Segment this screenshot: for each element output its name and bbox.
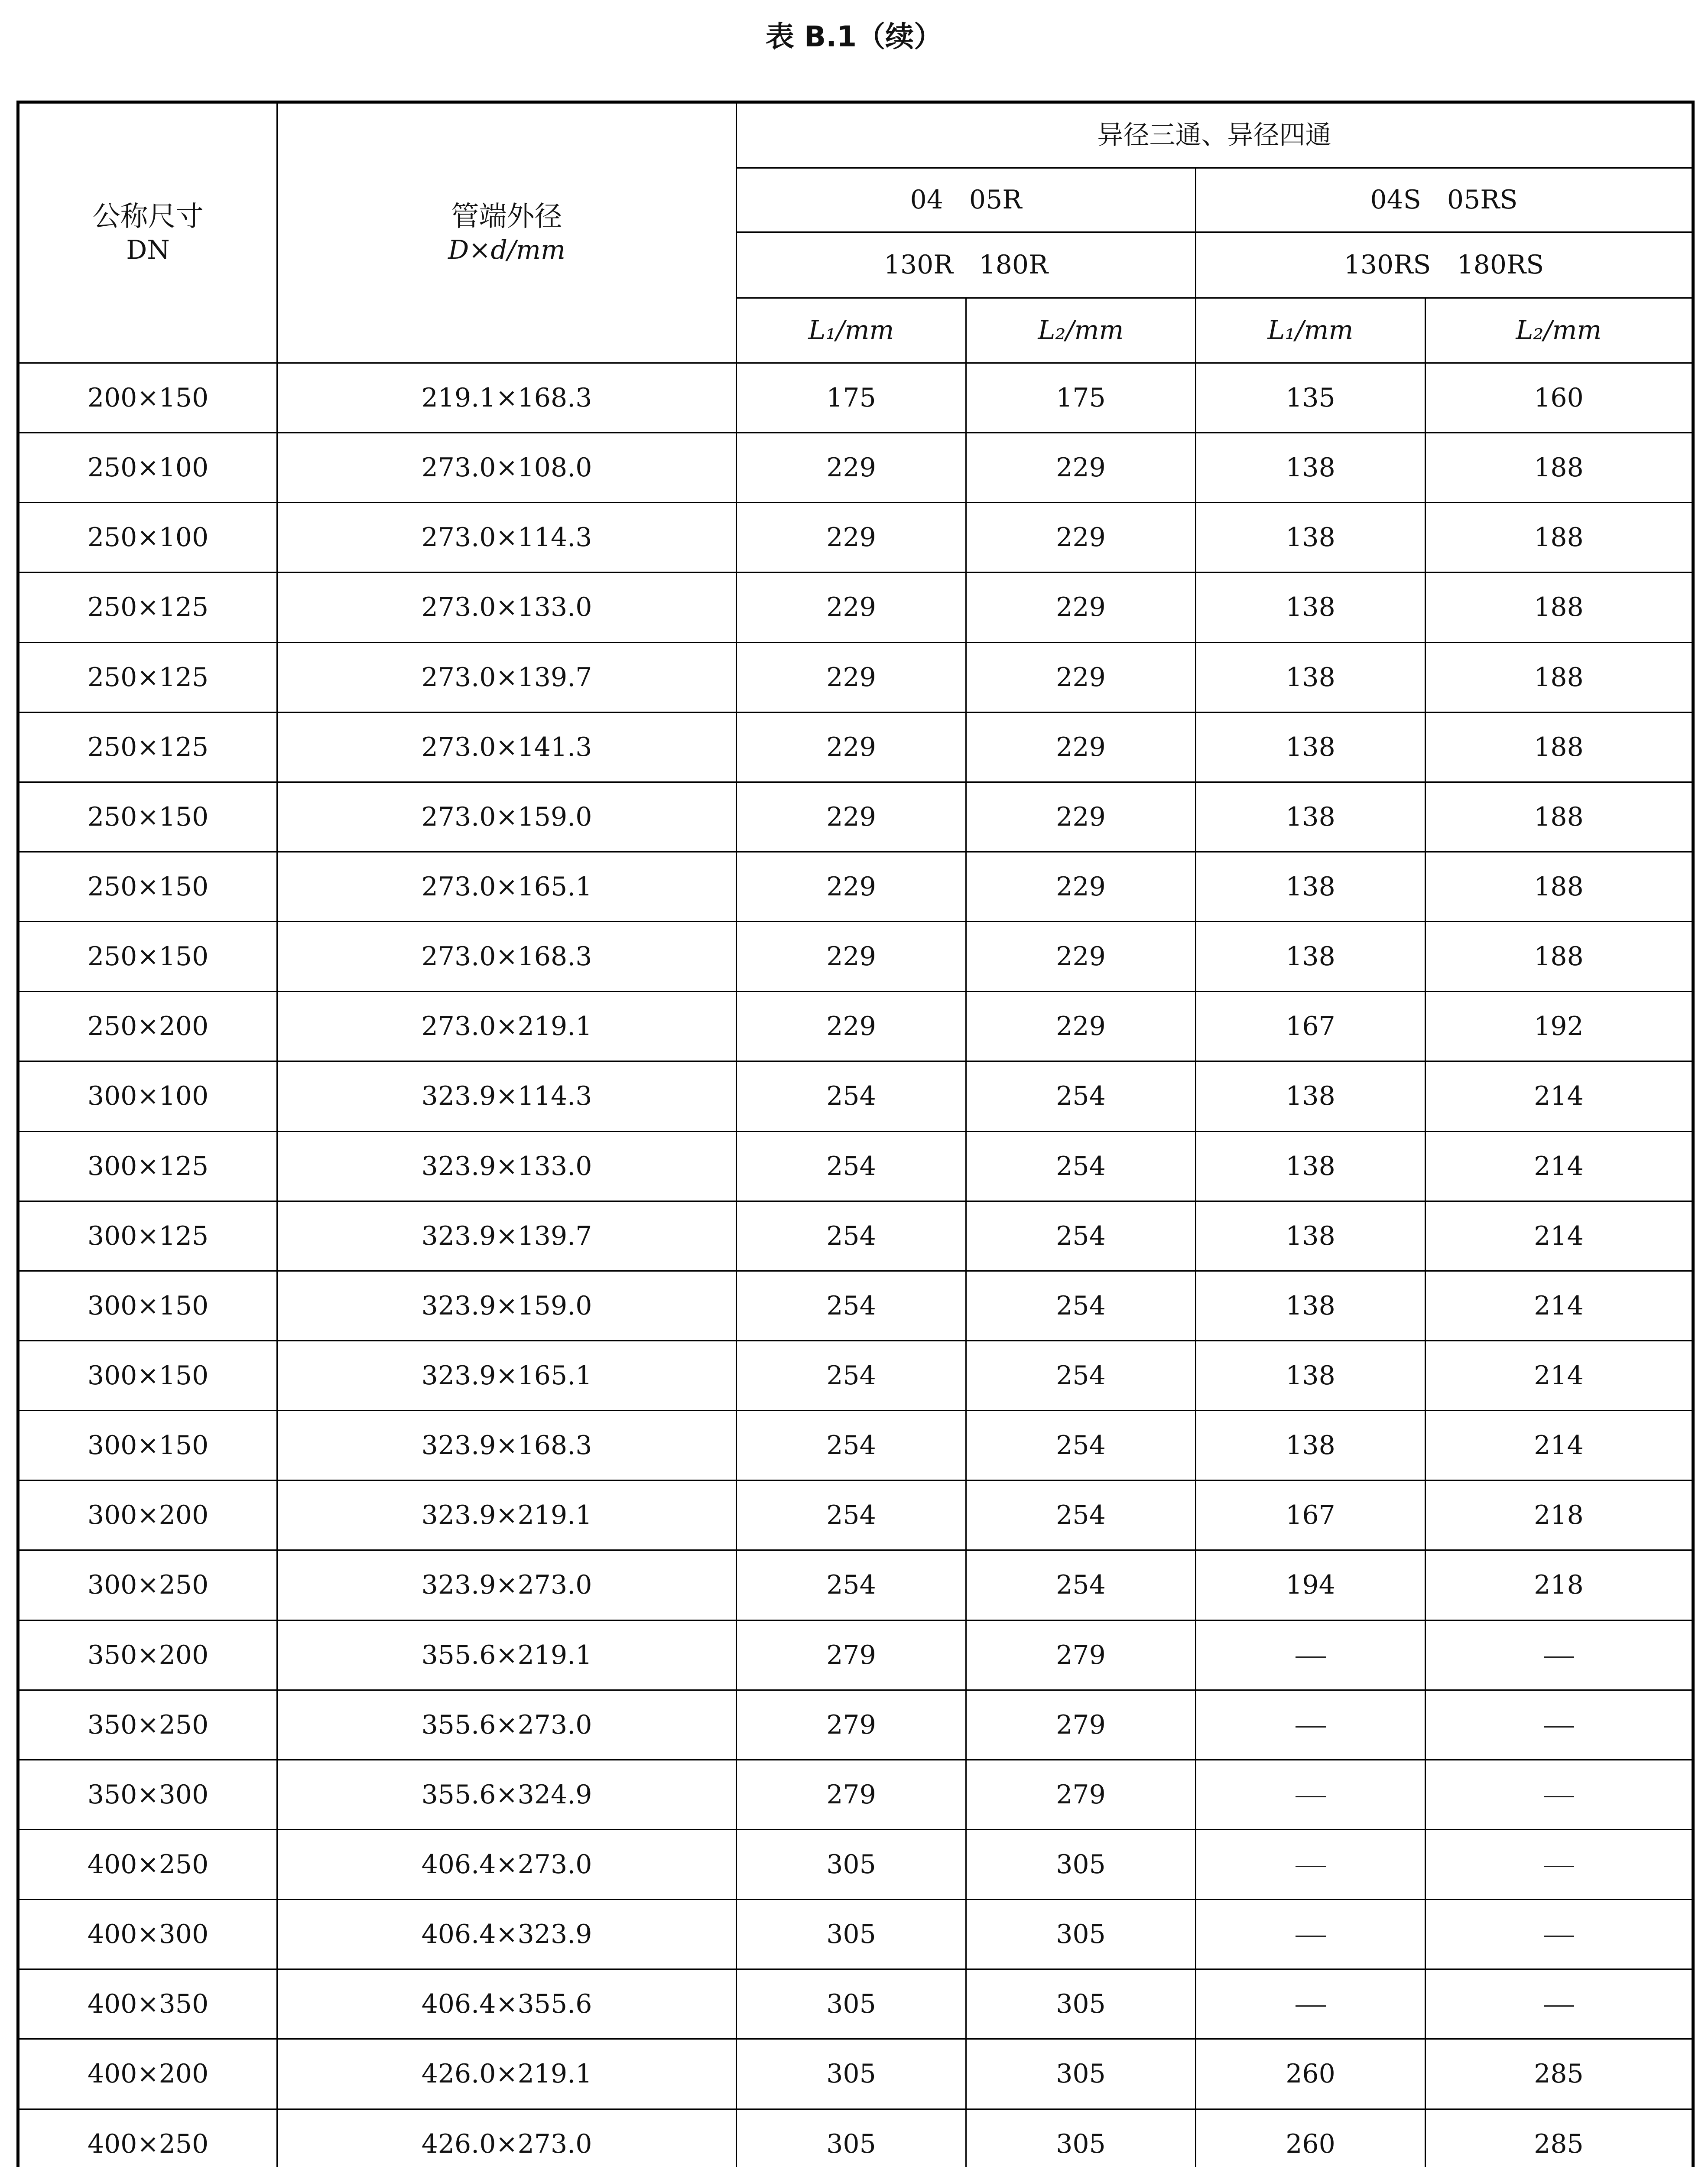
header-series-b: 04S 05RS bbox=[1196, 168, 1693, 232]
cell-nominal-size: 350×250 bbox=[18, 1690, 277, 1760]
cell-nominal-size: 300×150 bbox=[18, 1411, 277, 1480]
cell-series-b-l1: 167 bbox=[1196, 992, 1425, 1061]
cell-series-b-l1: 138 bbox=[1196, 1271, 1425, 1341]
header-series-a: 04 05R bbox=[737, 168, 1196, 232]
empty-dash bbox=[1296, 1866, 1326, 1867]
header-nominal-size: 公称尺寸 DN bbox=[18, 102, 277, 363]
table-row bbox=[18, 1131, 1693, 1201]
cell-series-b-l1 bbox=[1196, 1760, 1425, 1829]
table-row bbox=[18, 1829, 1693, 1899]
cell-series-b-l2: 285 bbox=[1425, 2039, 1693, 2109]
cell-nominal-size: 300×150 bbox=[18, 1271, 277, 1341]
cell-nominal-size: 250×150 bbox=[18, 852, 277, 921]
cell-outer-diameter: 323.9×168.3 bbox=[277, 1411, 737, 1480]
header-outer-diameter: 管端外径 D×d/mm bbox=[277, 102, 737, 363]
cell-series-a-l1: 229 bbox=[737, 852, 966, 921]
table-row bbox=[18, 1690, 1693, 1760]
cell-series-a-l1: 279 bbox=[737, 1620, 966, 1690]
cell-series-a-l2: 254 bbox=[966, 1061, 1196, 1131]
empty-dash bbox=[1296, 2005, 1326, 2007]
cell-series-b-l1 bbox=[1196, 1690, 1425, 1760]
cell-series-a-l1: 305 bbox=[737, 2039, 966, 2109]
cell-nominal-size: 250×125 bbox=[18, 712, 277, 782]
empty-dash bbox=[1544, 2005, 1574, 2007]
cell-series-b-l1 bbox=[1196, 1829, 1425, 1899]
cell-series-b-l1 bbox=[1196, 1969, 1425, 2039]
cell-series-a-l2: 229 bbox=[966, 503, 1196, 573]
cell-outer-diameter: 273.0×108.0 bbox=[277, 433, 737, 503]
cell-outer-diameter: 406.4×323.9 bbox=[277, 1900, 737, 1969]
cell-outer-diameter: 273.0×219.1 bbox=[277, 992, 737, 1061]
cell-nominal-size: 300×100 bbox=[18, 1061, 277, 1131]
cell-nominal-size: 400×250 bbox=[18, 1829, 277, 1899]
cell-series-b-l2: 160 bbox=[1425, 363, 1693, 433]
empty-dash bbox=[1296, 1656, 1326, 1658]
empty-dash bbox=[1296, 1726, 1326, 1728]
header-b-l2: L₂/mm bbox=[1425, 298, 1693, 363]
cell-series-b-l2: 214 bbox=[1425, 1341, 1693, 1410]
cell-series-a-l1: 254 bbox=[737, 1480, 966, 1550]
header-series-a-sub: 130R 180R bbox=[737, 232, 1196, 298]
cell-outer-diameter: 273.0×139.7 bbox=[277, 642, 737, 712]
cell-series-a-l2: 254 bbox=[966, 1131, 1196, 1201]
cell-series-b-l2: 188 bbox=[1425, 642, 1693, 712]
empty-dash bbox=[1296, 1796, 1326, 1797]
cell-nominal-size: 300×125 bbox=[18, 1201, 277, 1271]
cell-series-b-l1: 138 bbox=[1196, 922, 1425, 992]
cell-nominal-size: 300×250 bbox=[18, 1550, 277, 1620]
cell-outer-diameter: 273.0×168.3 bbox=[277, 922, 737, 992]
cell-series-a-l1: 254 bbox=[737, 1411, 966, 1480]
table-row bbox=[18, 852, 1693, 921]
empty-dash bbox=[1544, 1656, 1574, 1658]
cell-series-b-l2: 218 bbox=[1425, 1480, 1693, 1550]
table-row bbox=[18, 1550, 1693, 1620]
cell-series-a-l2: 229 bbox=[966, 712, 1196, 782]
cell-nominal-size: 250×150 bbox=[18, 922, 277, 992]
cell-series-a-l2: 229 bbox=[966, 642, 1196, 712]
cell-series-a-l1: 175 bbox=[737, 363, 966, 433]
cell-series-a-l2: 229 bbox=[966, 433, 1196, 503]
cell-series-b-l2: 188 bbox=[1425, 503, 1693, 573]
cell-series-b-l1: 138 bbox=[1196, 573, 1425, 642]
cell-outer-diameter: 426.0×219.1 bbox=[277, 2039, 737, 2109]
cell-nominal-size: 400×200 bbox=[18, 2039, 277, 2109]
cell-series-a-l2: 229 bbox=[966, 852, 1196, 921]
cell-series-a-l1: 229 bbox=[737, 782, 966, 852]
cell-series-a-l1: 254 bbox=[737, 1131, 966, 1201]
table-row bbox=[18, 1411, 1693, 1480]
cell-series-a-l2: 305 bbox=[966, 1969, 1196, 2039]
table-row bbox=[18, 433, 1693, 503]
cell-nominal-size: 300×125 bbox=[18, 1131, 277, 1201]
cell-series-a-l2: 254 bbox=[966, 1341, 1196, 1410]
cell-outer-diameter: 323.9×139.7 bbox=[277, 1201, 737, 1271]
cell-series-b-l2: 285 bbox=[1425, 2109, 1693, 2167]
cell-outer-diameter: 323.9×114.3 bbox=[277, 1061, 737, 1131]
cell-series-b-l2 bbox=[1425, 1900, 1693, 1969]
cell-series-b-l1: 138 bbox=[1196, 1411, 1425, 1480]
cell-series-a-l1: 279 bbox=[737, 1690, 966, 1760]
table-row bbox=[18, 1760, 1693, 1829]
table-row bbox=[18, 712, 1693, 782]
table-row bbox=[18, 1480, 1693, 1550]
cell-series-b-l1 bbox=[1196, 1900, 1425, 1969]
cell-outer-diameter: 323.9×273.0 bbox=[277, 1550, 737, 1620]
header-a-l2: L₂/mm bbox=[966, 298, 1196, 363]
cell-series-b-l2 bbox=[1425, 1969, 1693, 2039]
header-b-l1: L₁/mm bbox=[1196, 298, 1425, 363]
cell-series-b-l2: 214 bbox=[1425, 1131, 1693, 1201]
empty-dash bbox=[1544, 1936, 1574, 1937]
cell-series-b-l2: 188 bbox=[1425, 782, 1693, 852]
cell-nominal-size: 250×200 bbox=[18, 992, 277, 1061]
cell-series-a-l2: 279 bbox=[966, 1690, 1196, 1760]
cell-series-b-l1: 138 bbox=[1196, 503, 1425, 573]
cell-nominal-size: 400×350 bbox=[18, 1969, 277, 2039]
table-row bbox=[18, 642, 1693, 712]
cell-series-b-l2 bbox=[1425, 1690, 1693, 1760]
cell-nominal-size: 250×100 bbox=[18, 503, 277, 573]
cell-nominal-size: 300×150 bbox=[18, 1341, 277, 1410]
cell-series-b-l1: 194 bbox=[1196, 1550, 1425, 1620]
cell-series-a-l1: 305 bbox=[737, 2109, 966, 2167]
cell-series-b-l2: 188 bbox=[1425, 852, 1693, 921]
cell-series-b-l1: 138 bbox=[1196, 1201, 1425, 1271]
cell-outer-diameter: 355.6×219.1 bbox=[277, 1620, 737, 1690]
cell-series-b-l2: 188 bbox=[1425, 922, 1693, 992]
cell-outer-diameter: 219.1×168.3 bbox=[277, 363, 737, 433]
cell-series-a-l2: 254 bbox=[966, 1411, 1196, 1480]
cell-series-a-l2: 279 bbox=[966, 1760, 1196, 1829]
cell-outer-diameter: 323.9×133.0 bbox=[277, 1131, 737, 1201]
empty-dash bbox=[1544, 1796, 1574, 1797]
table-caption: 表 B.1（续） bbox=[765, 20, 943, 53]
cell-outer-diameter: 273.0×114.3 bbox=[277, 503, 737, 573]
cell-series-a-l2: 254 bbox=[966, 1271, 1196, 1341]
cell-nominal-size: 250×125 bbox=[18, 573, 277, 642]
cell-series-b-l1: 138 bbox=[1196, 1131, 1425, 1201]
cell-series-a-l1: 254 bbox=[737, 1201, 966, 1271]
cell-series-b-l1: 138 bbox=[1196, 782, 1425, 852]
table-row bbox=[18, 2039, 1693, 2109]
table-row bbox=[18, 503, 1693, 573]
cell-outer-diameter: 323.9×165.1 bbox=[277, 1341, 737, 1410]
cell-series-a-l1: 229 bbox=[737, 642, 966, 712]
cell-outer-diameter: 406.4×355.6 bbox=[277, 1969, 737, 2039]
cell-outer-diameter: 273.0×165.1 bbox=[277, 852, 737, 921]
table-row bbox=[18, 1271, 1693, 1341]
cell-nominal-size: 250×125 bbox=[18, 642, 277, 712]
cell-series-b-l2 bbox=[1425, 1760, 1693, 1829]
cell-series-b-l2: 214 bbox=[1425, 1271, 1693, 1341]
cell-series-b-l2: 214 bbox=[1425, 1411, 1693, 1480]
cell-outer-diameter: 273.0×141.3 bbox=[277, 712, 737, 782]
cell-series-a-l2: 175 bbox=[966, 363, 1196, 433]
cell-series-a-l2: 305 bbox=[966, 2039, 1196, 2109]
cell-series-b-l2: 218 bbox=[1425, 1550, 1693, 1620]
cell-series-b-l2 bbox=[1425, 1620, 1693, 1690]
cell-series-a-l1: 254 bbox=[737, 1341, 966, 1410]
cell-series-a-l2: 229 bbox=[966, 922, 1196, 992]
cell-series-b-l1: 260 bbox=[1196, 2109, 1425, 2167]
cell-series-b-l2: 192 bbox=[1425, 992, 1693, 1061]
cell-series-b-l1: 138 bbox=[1196, 852, 1425, 921]
cell-series-a-l2: 254 bbox=[966, 1201, 1196, 1271]
table-row bbox=[18, 1341, 1693, 1410]
table-row bbox=[18, 782, 1693, 852]
cell-series-b-l1: 138 bbox=[1196, 642, 1425, 712]
cell-series-a-l1: 229 bbox=[737, 503, 966, 573]
empty-dash bbox=[1544, 1866, 1574, 1867]
cell-series-a-l2: 254 bbox=[966, 1550, 1196, 1620]
cell-outer-diameter: 426.0×273.0 bbox=[277, 2109, 737, 2167]
cell-series-a-l1: 229 bbox=[737, 433, 966, 503]
cell-series-a-l2: 229 bbox=[966, 992, 1196, 1061]
header-a-l1: L₁/mm bbox=[737, 298, 966, 363]
cell-series-b-l1: 260 bbox=[1196, 2039, 1425, 2109]
cell-series-b-l2 bbox=[1425, 1829, 1693, 1899]
cell-series-b-l2: 214 bbox=[1425, 1201, 1693, 1271]
cell-nominal-size: 250×150 bbox=[18, 782, 277, 852]
cell-series-a-l2: 229 bbox=[966, 573, 1196, 642]
empty-dash bbox=[1544, 1726, 1574, 1728]
cell-nominal-size: 400×300 bbox=[18, 1900, 277, 1969]
header-group: 异径三通、异径四通 bbox=[737, 102, 1693, 168]
cell-nominal-size: 350×200 bbox=[18, 1620, 277, 1690]
table-row bbox=[18, 1969, 1693, 2039]
cell-series-a-l2: 279 bbox=[966, 1620, 1196, 1690]
cell-series-a-l2: 305 bbox=[966, 1829, 1196, 1899]
cell-outer-diameter: 406.4×273.0 bbox=[277, 1829, 737, 1899]
cell-series-b-l2: 188 bbox=[1425, 712, 1693, 782]
table-body bbox=[18, 363, 1693, 2167]
cell-series-a-l1: 254 bbox=[737, 1061, 966, 1131]
cell-outer-diameter: 273.0×159.0 bbox=[277, 782, 737, 852]
cell-series-a-l1: 229 bbox=[737, 712, 966, 782]
cell-nominal-size: 200×150 bbox=[18, 363, 277, 433]
dimension-table bbox=[16, 101, 1695, 2167]
cell-series-b-l2: 188 bbox=[1425, 433, 1693, 503]
cell-series-a-l1: 305 bbox=[737, 1969, 966, 2039]
cell-series-b-l2: 188 bbox=[1425, 573, 1693, 642]
cell-nominal-size: 350×300 bbox=[18, 1760, 277, 1829]
cell-series-a-l1: 229 bbox=[737, 573, 966, 642]
cell-outer-diameter: 273.0×133.0 bbox=[277, 573, 737, 642]
cell-nominal-size: 250×100 bbox=[18, 433, 277, 503]
cell-series-a-l2: 254 bbox=[966, 1480, 1196, 1550]
table-row bbox=[18, 1201, 1693, 1271]
cell-series-a-l1: 229 bbox=[737, 992, 966, 1061]
cell-series-a-l1: 229 bbox=[737, 922, 966, 992]
table-row bbox=[18, 922, 1693, 992]
cell-series-b-l1: 167 bbox=[1196, 1480, 1425, 1550]
table-row bbox=[18, 573, 1693, 642]
table-row bbox=[18, 363, 1693, 433]
cell-series-b-l2: 214 bbox=[1425, 1061, 1693, 1131]
table-row bbox=[18, 1061, 1693, 1131]
cell-series-a-l1: 279 bbox=[737, 1760, 966, 1829]
empty-dash bbox=[1296, 1936, 1326, 1937]
cell-series-b-l1: 138 bbox=[1196, 712, 1425, 782]
cell-series-a-l2: 305 bbox=[966, 2109, 1196, 2167]
cell-outer-diameter: 323.9×159.0 bbox=[277, 1271, 737, 1341]
table-row bbox=[18, 1900, 1693, 1969]
table-row bbox=[18, 1620, 1693, 1690]
cell-series-b-l1: 135 bbox=[1196, 363, 1425, 433]
cell-outer-diameter: 355.6×273.0 bbox=[277, 1690, 737, 1760]
cell-outer-diameter: 355.6×324.9 bbox=[277, 1760, 737, 1829]
cell-nominal-size: 300×200 bbox=[18, 1480, 277, 1550]
cell-outer-diameter: 323.9×219.1 bbox=[277, 1480, 737, 1550]
cell-series-b-l1: 138 bbox=[1196, 1061, 1425, 1131]
table-row bbox=[18, 992, 1693, 1061]
table-row bbox=[18, 2109, 1693, 2167]
cell-series-a-l1: 254 bbox=[737, 1271, 966, 1341]
cell-series-b-l1: 138 bbox=[1196, 433, 1425, 503]
header-series-b-sub: 130RS 180RS bbox=[1196, 232, 1693, 298]
cell-series-a-l1: 254 bbox=[737, 1550, 966, 1620]
cell-series-b-l1: 138 bbox=[1196, 1341, 1425, 1410]
cell-series-a-l1: 305 bbox=[737, 1900, 966, 1969]
cell-series-b-l1 bbox=[1196, 1620, 1425, 1690]
cell-series-a-l2: 305 bbox=[966, 1900, 1196, 1969]
cell-series-a-l2: 229 bbox=[966, 782, 1196, 852]
cell-nominal-size: 400×250 bbox=[18, 2109, 277, 2167]
cell-series-a-l1: 305 bbox=[737, 1829, 966, 1899]
